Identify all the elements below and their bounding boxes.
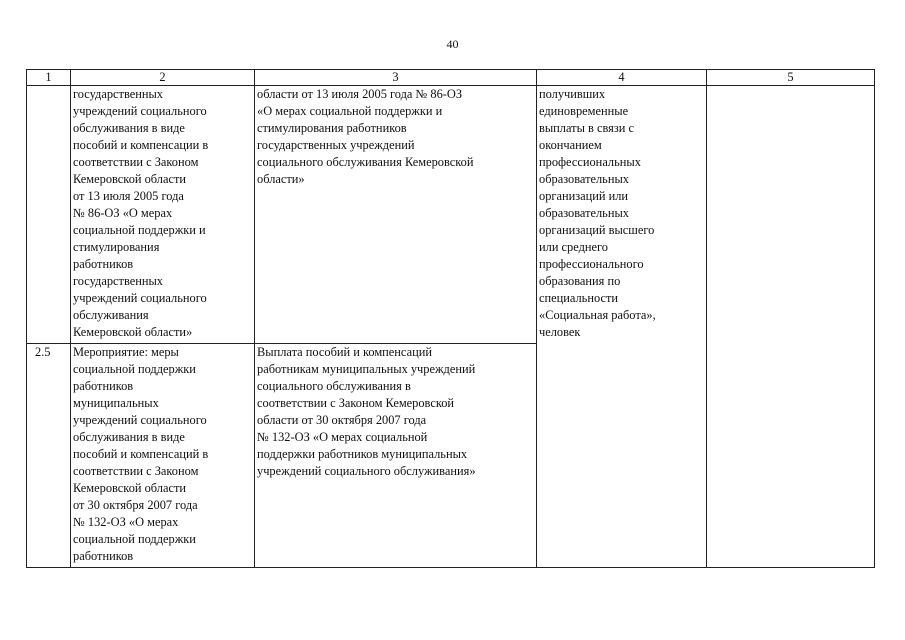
table-header-row [27, 70, 875, 86]
cell-indicator: получивших единовременные выплаты в связи с окончанием профессиональных образовательных организаций или образовательных организаций высшего или среднего профессионального образования по специальности «Социальная работа», человек [537, 86, 707, 568]
header-col-3: 3 [255, 70, 537, 86]
cell-row-number: 2.5 [27, 344, 71, 568]
cell-measure-continued: государственных учреждений социального обслуживания в виде пособий и компенсации в соответствии с Законом Кемеровской области от 13 июля 2005 года № 86-ОЗ «О мерах социальной поддержки и стимулирования работников государственных учреждений социального обслуживания Кемеровской области» [71, 86, 255, 344]
header-col-2: 2 [71, 70, 255, 86]
cell-description: Выплата пособий и компенсаций работникам муниципальных учреждений социального обслуживания в соответствии с Законом Кемеровской области от 30 октября 2007 года № 132-ОЗ «О мерах социальной поддержки работников муниципальных учреждений социального обслуживания» [255, 344, 537, 568]
cell-description-continued: области от 13 июля 2005 года № 86-ОЗ «О мерах социальной поддержки и стимулирования работников государственных учреждений социального обслуживания Кемеровской области» [255, 86, 537, 344]
table-row-continued [27, 86, 875, 344]
document-table [26, 69, 875, 568]
cell-number-empty [27, 86, 71, 344]
page-number: 40 [446, 37, 459, 51]
cell-measure: Мероприятие: меры социальной поддержки работников муниципальных учреждений социального обслуживания в виде пособий и компенсаций в соответствии с Законом Кемеровской области от 30 октября 2007 года № 132-ОЗ «О мерах социальной поддержки работников [71, 344, 255, 568]
header-col-5: 5 [707, 70, 875, 86]
header-col-1: 1 [27, 70, 71, 86]
cell-col5-empty [707, 86, 875, 568]
header-col-4: 4 [537, 70, 707, 86]
